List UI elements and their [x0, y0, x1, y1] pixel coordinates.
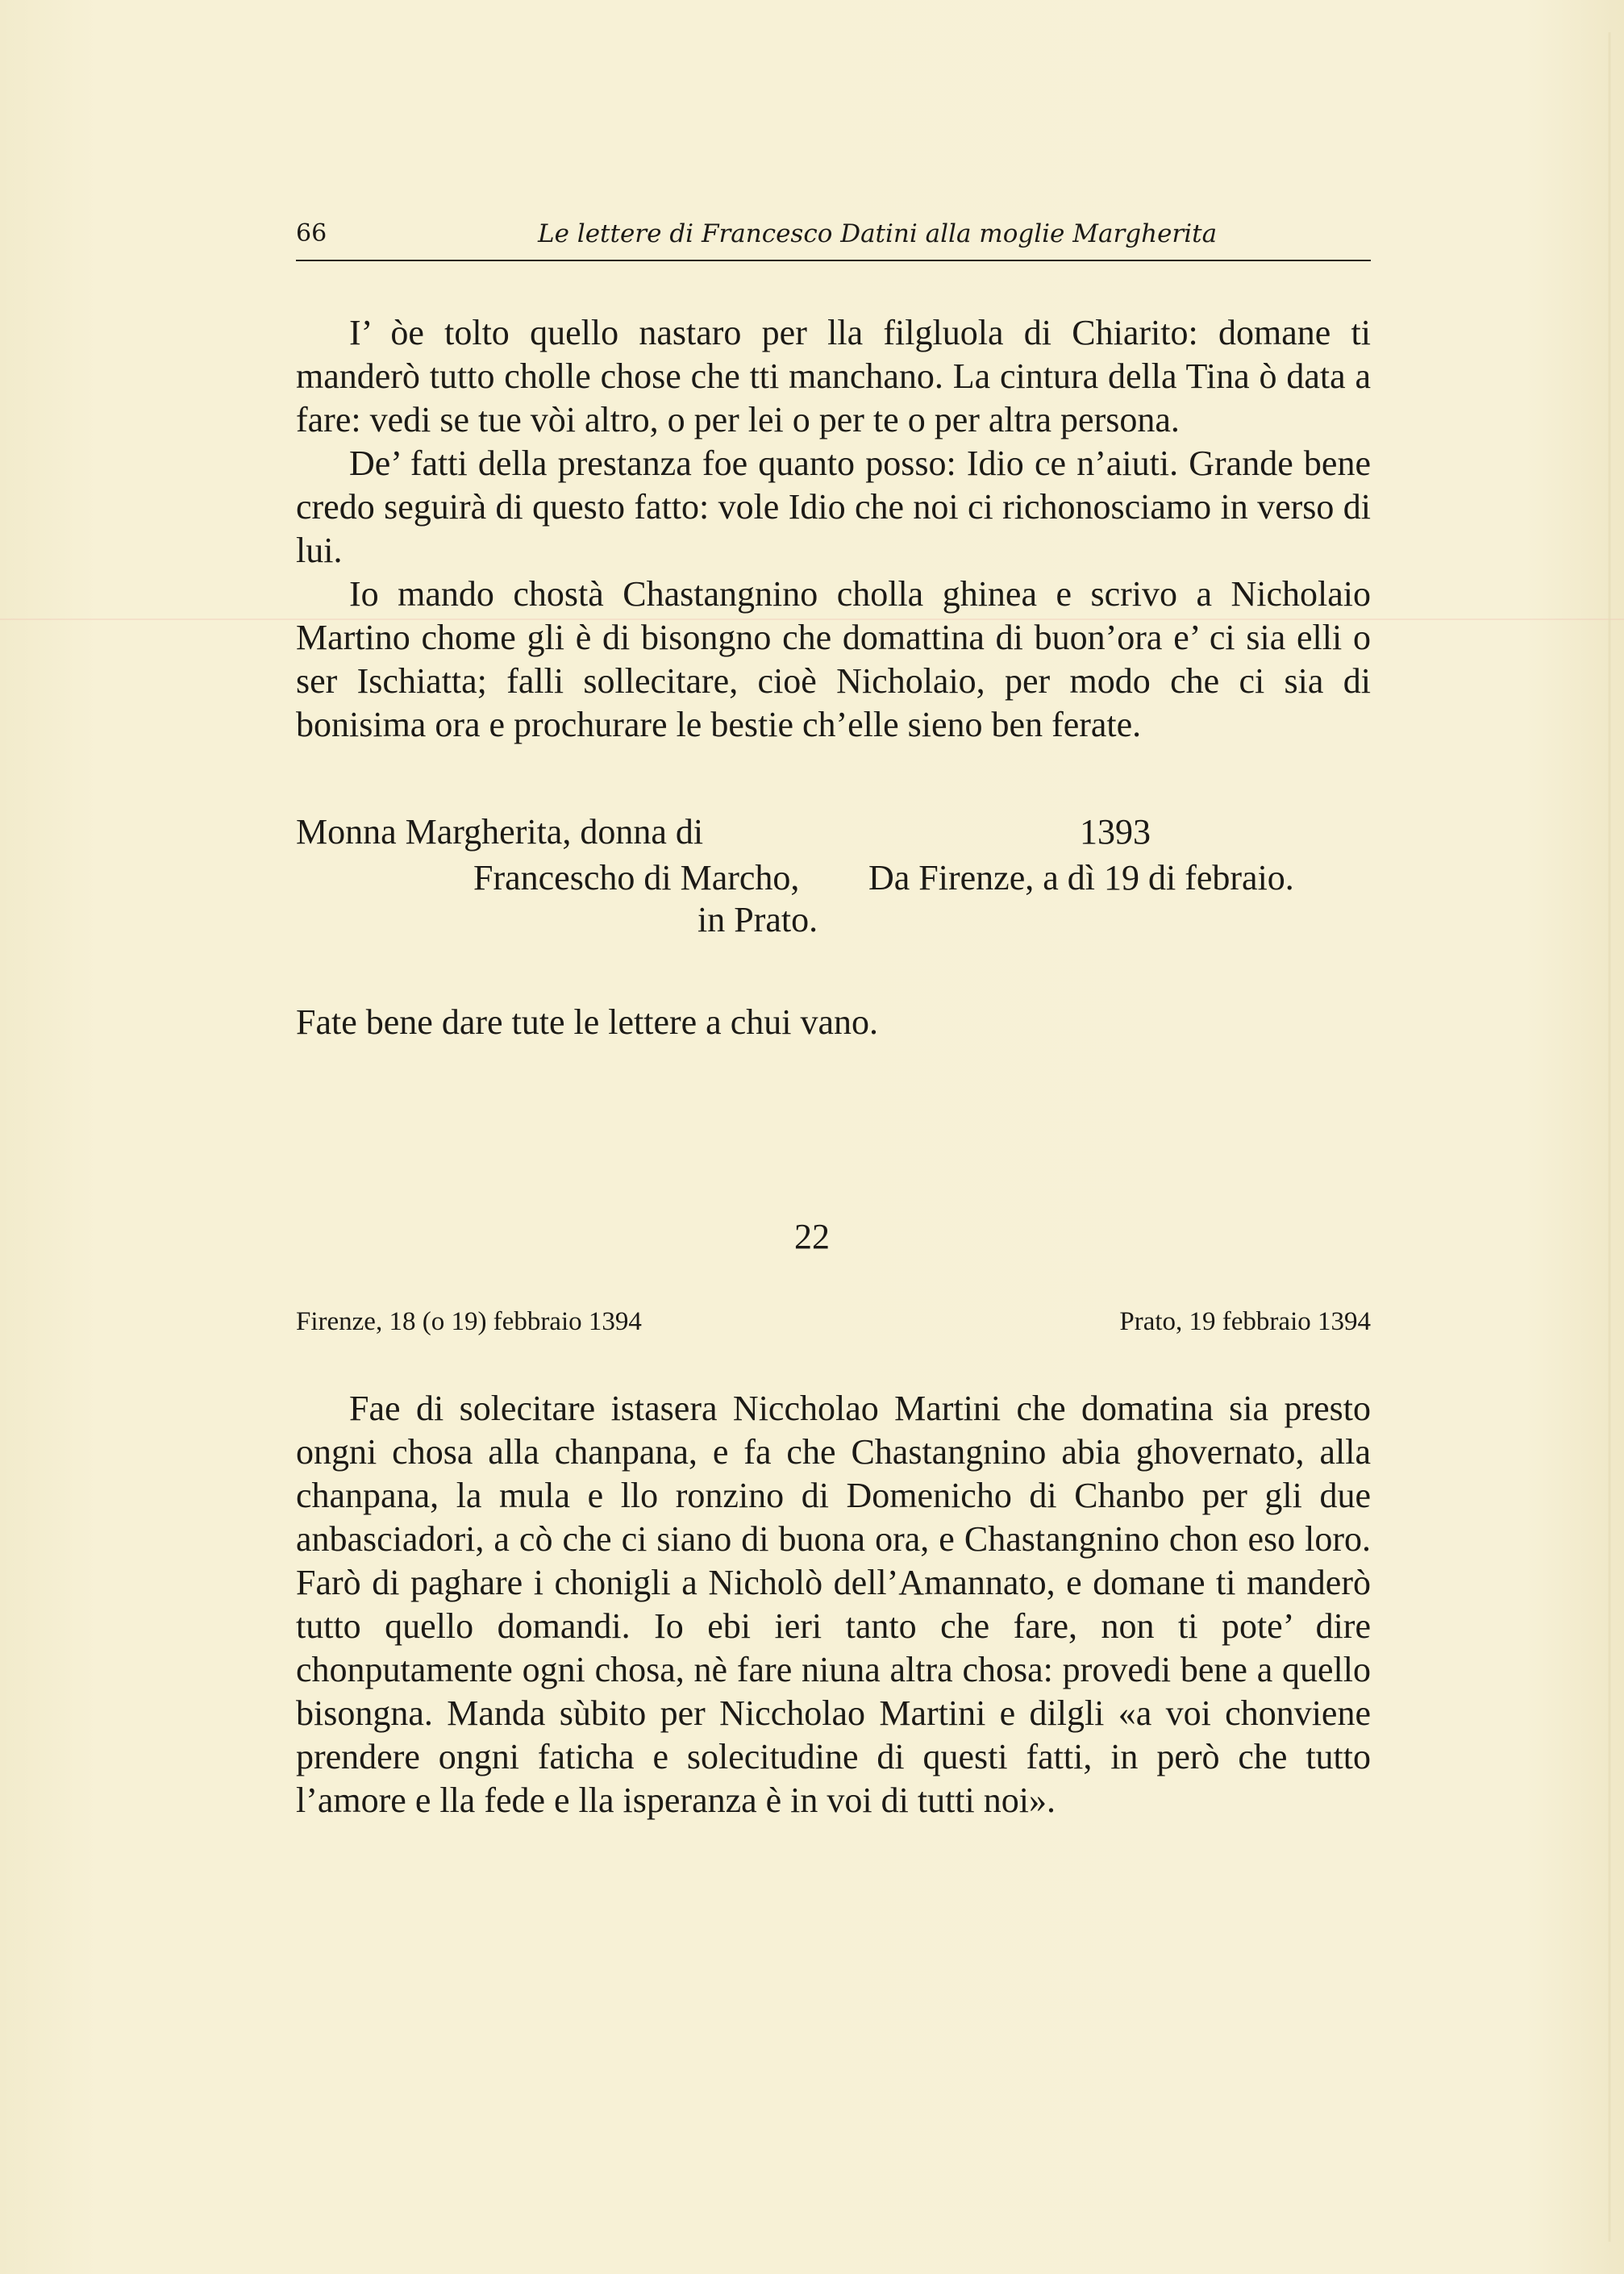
address-line-3: in Prato.: [697, 900, 818, 939]
received-place-date: Prato, 19 febbraio 1394: [1119, 1307, 1371, 1336]
running-title: Le lettere di Francesco Datini alla moglie Margherita: [538, 219, 1218, 248]
page-number: 66: [296, 219, 327, 248]
running-header: [296, 216, 1371, 261]
paragraph: De’ fatti della prestanza foe quanto posso: Idio ce n’aiuti. Grande bene credo seguirà di questo fatto: vole Idio che noi ci richonosciamo in verso di lui.: [296, 444, 1371, 570]
letter-year: 1393: [1080, 812, 1151, 852]
paragraph: Io mando chostà Chastangnino cholla ghinea e scrivo a Nicholaio Martino chome gli è di bisongno che domattina di buon’ora e’ ci sia elli o ser Ischiatta; falli sollecitare, cioè Nicholaio, per modo che ci sia di bonisima ora e prochurare le bestie ch’elle sieno ben ferate.: [296, 574, 1371, 744]
letter-number: 22: [794, 1217, 830, 1256]
paragraph: Fae di solecitare istasera Niccholao Martini che domatina sia presto ongni chosa alla chanpana, e fa che Chastangnino abia ghovernato, alla chanpana, la mula e llo ronzino di Domenicho di Chanbo per gli due anbasciadori, a cò che ci siano di buona ora, e Chastangnino chon eso loro. Farò di paghare i chonigli a Nicholò dell’Amannato, e domane ti manderò tutto quello domandi. Io ebi ieri tanto che fare, non ti pote’ dire chonputamente ogni chosa, nè fare niuna altra chosa: provedi bene a quello bisongna. Manda sùbito per Niccholao Martini e dilgli «a voi chonviene prendere ongni faticha e solecitudine di questi fatti, in però che tutto l’amore e lla fede e lla isperanza è in voi di tutti noi».: [296, 1389, 1371, 1820]
letter-22-body: [296, 1387, 1371, 1822]
place-date: Da Firenze, a dì 19 di febraio.: [868, 858, 1294, 898]
address-line-1: Monna Margherita, donna di: [296, 812, 704, 852]
letter-21-body: [296, 311, 1371, 747]
address-line-2: Francescho di Marcho,: [473, 858, 800, 898]
sent-place-date: Firenze, 18 (o 19) febbraio 1394: [296, 1307, 642, 1336]
postscript: Fate bene dare tute le lettere a chui vano.: [296, 1002, 878, 1042]
paragraph: I’ òe tolto quello nastaro per lla filgluola di Chiarito: domane ti manderò tutto cholle chose che tti manchano. La cintura della Tina ò data a fare: vedi se tue vòi altro, o per lei o per te o per altra persona.: [296, 313, 1371, 439]
